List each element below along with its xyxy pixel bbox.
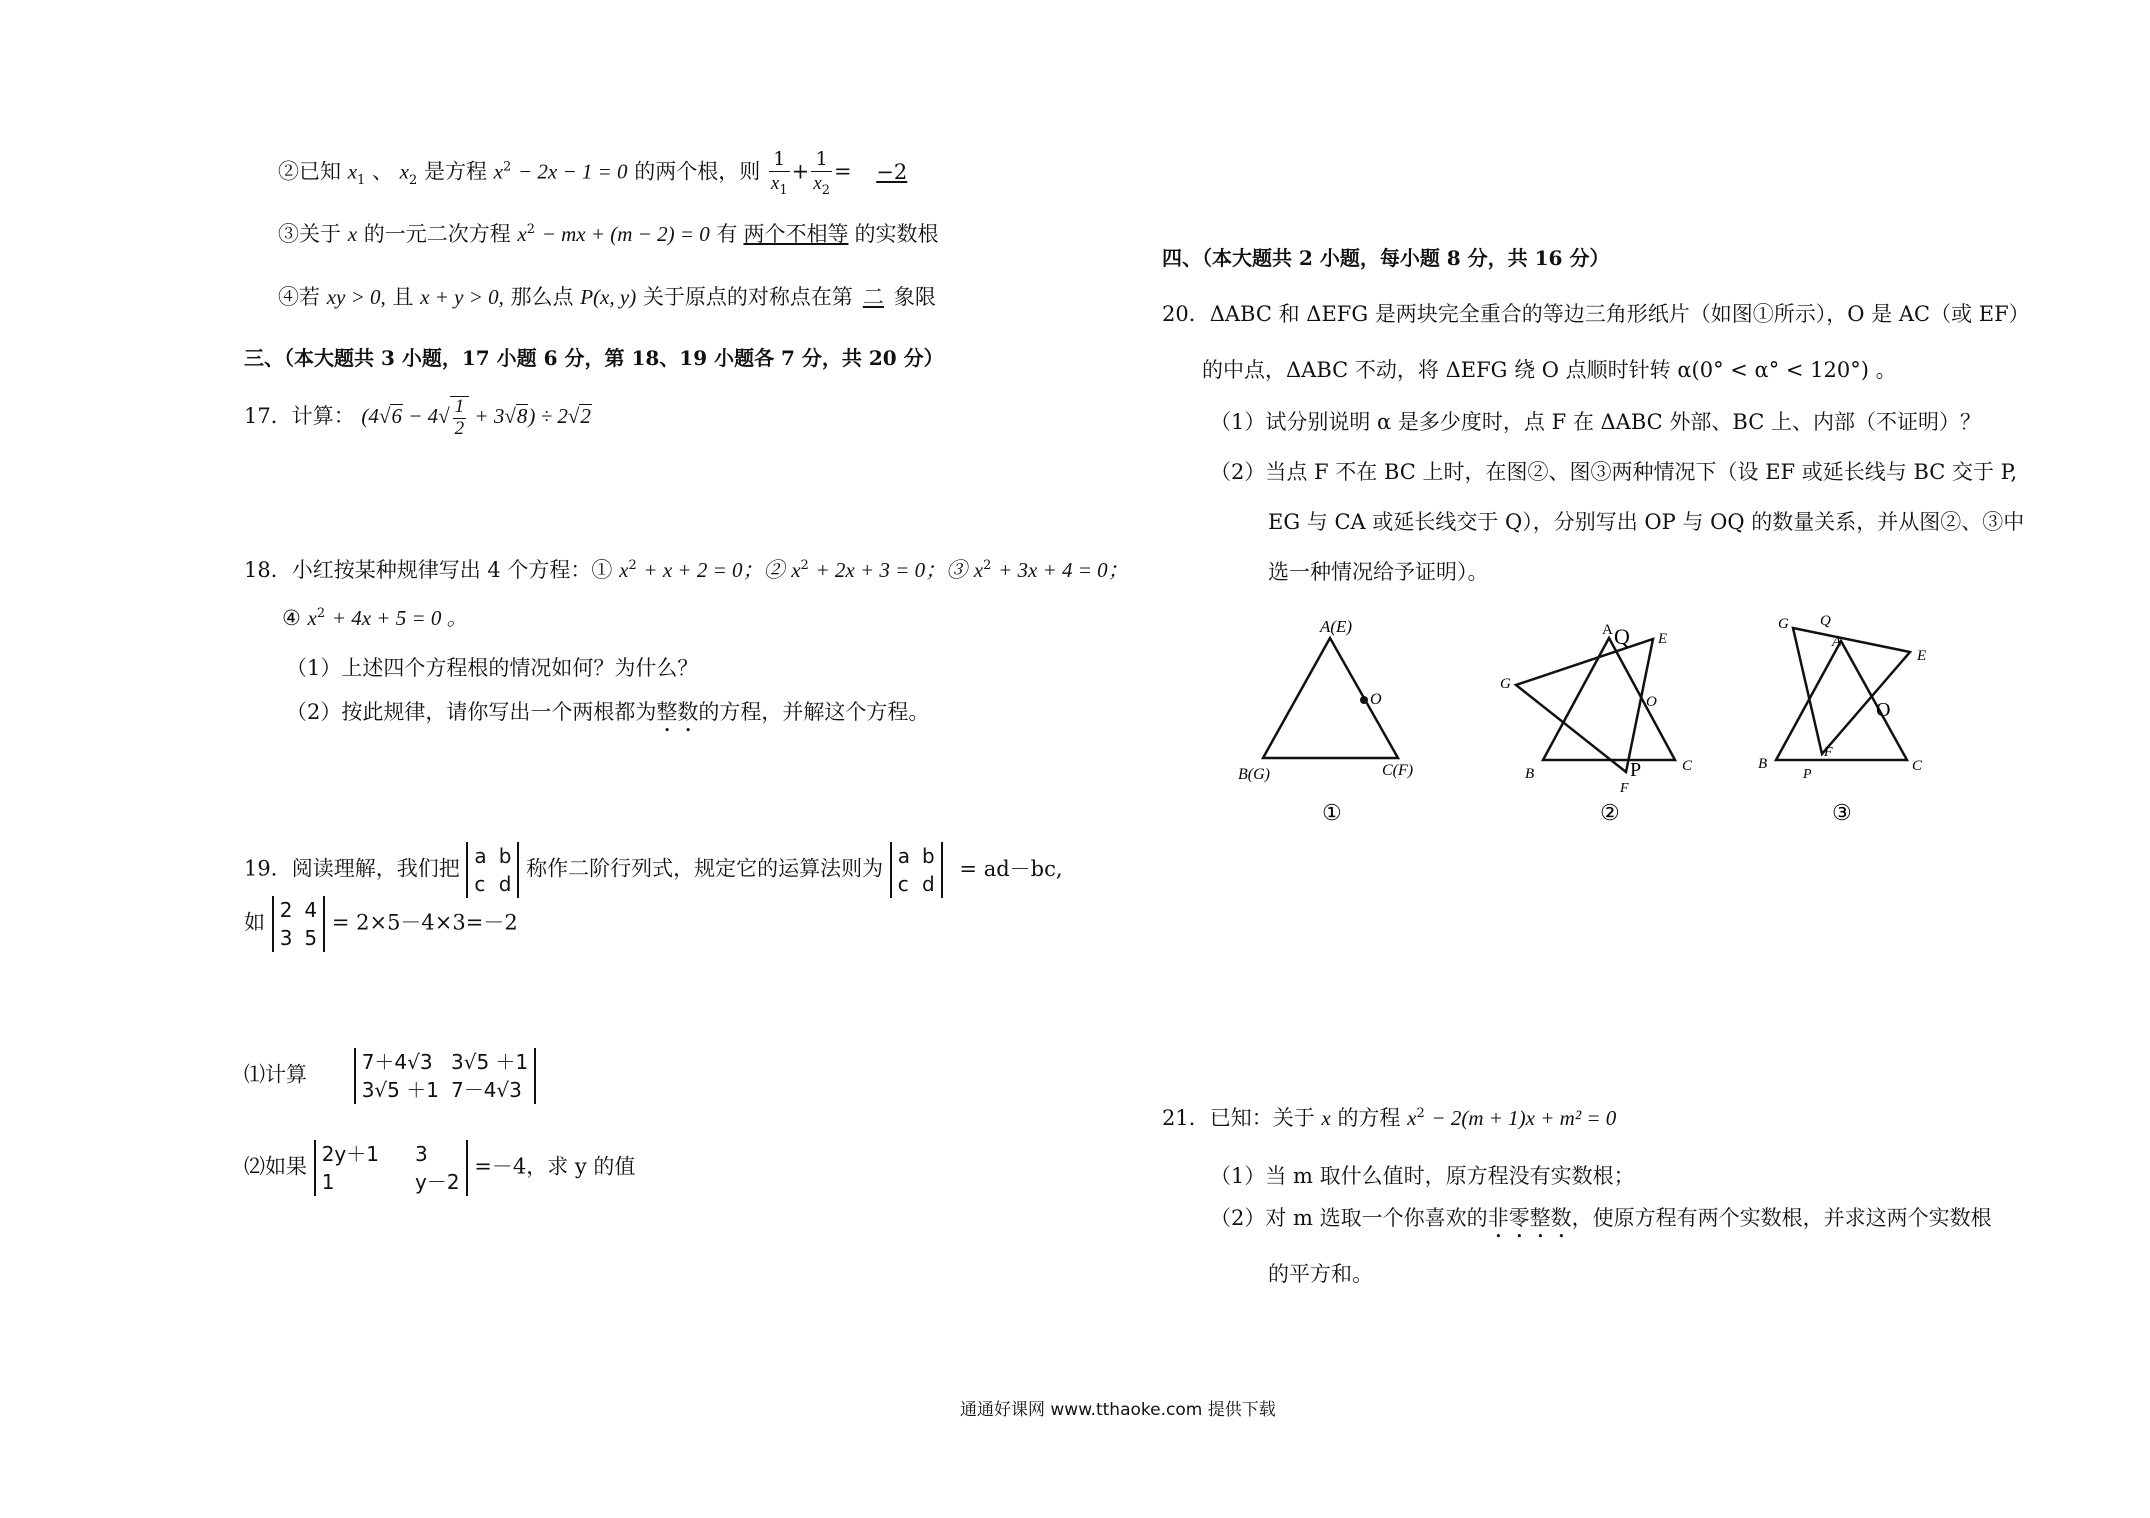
text: 那么点	[510, 285, 574, 309]
figure-1-label: ①	[1322, 800, 1342, 825]
text: （2）按此规律，请你写出一个两根都为	[286, 700, 657, 724]
q17-expression: (4√6 − 4√ $\frac{1}{2}$ + 3√8) ÷ 2√2	[361, 396, 591, 439]
label-f: F	[1620, 781, 1629, 796]
math: x + y > 0,	[420, 285, 504, 309]
q19-example	[244, 896, 518, 952]
q19-part1	[244, 1048, 536, 1104]
fraction-1-x1: $\frac{1}{x_1}$	[770, 148, 788, 198]
text: ②已知	[278, 159, 341, 184]
text: 有	[716, 222, 738, 246]
label-o: O	[1646, 694, 1657, 710]
cell: 4	[304, 898, 318, 922]
label-a: A	[1832, 634, 1842, 650]
text: 、	[371, 159, 393, 184]
equation: + 4x + 5 = 0 。	[331, 606, 468, 630]
label-e: E	[1658, 631, 1668, 647]
q20-figures	[1220, 608, 1960, 838]
q18-line1: 18．小红按某种规律写出 4 个方程：① $x^2 + x + 2 = 0$；② $x^2 + 2x + 3 = 0$；③ $x^2 + 3x + 4 = 0$；	[244, 558, 1129, 582]
text: 的方程	[1337, 1106, 1401, 1130]
q19-line1	[244, 842, 1063, 898]
determinant-calc	[354, 1048, 537, 1104]
figure-2-label: ②	[1600, 800, 1620, 825]
cell: a	[474, 844, 487, 868]
text: 21．已知：关于	[1162, 1106, 1315, 1130]
text: ④	[282, 606, 301, 630]
q21-part1: （1）当 m 取什么值时，原方程没有实数根；	[1210, 1164, 1635, 1188]
q17-label: 17．计算：	[244, 404, 355, 429]
text: 18．小红按某种规律写出 4 个方程：①	[244, 558, 613, 582]
cell: d	[498, 872, 512, 896]
q18-line2: ④ $x^2 + 4x + 5 = 0$ 。	[282, 606, 468, 630]
cell: c	[474, 872, 486, 896]
cell: d	[922, 872, 935, 896]
determinant-example	[272, 896, 325, 952]
cell: 3	[414, 1142, 428, 1166]
text: 称作二阶行列式，规定它的运算法则为	[526, 856, 884, 881]
text: 19．阅读理解，我们把	[244, 856, 460, 881]
text: =－4，求 y 的值	[474, 1154, 636, 1179]
label-g: G	[1778, 616, 1789, 632]
q20-line1: 20．ΔABC 和 ΔEFG 是两块完全重合的等边三角形纸片（如图①所示），O 是 AC（或 EF）	[1162, 302, 2030, 326]
label-a: A	[1602, 622, 1613, 638]
q21-part2-line1	[1210, 1206, 1992, 1243]
label-c: C	[1682, 758, 1693, 774]
text: ④若	[278, 285, 320, 309]
equation: + 2x + 3 = 0；③	[815, 558, 968, 582]
text: 如	[244, 910, 265, 935]
cell: c	[897, 872, 909, 896]
text: ③关于	[278, 222, 341, 246]
q19-part2	[244, 1140, 635, 1196]
section-4-heading: 四、（本大题共 2 小题，每小题 8 分，共 16 分）	[1162, 246, 1610, 270]
q21-line1: 21．已知：关于 x 的方程 $x^2 - 2(m + 1)x + m^2 = 0$	[1162, 1106, 1617, 1130]
cell: a	[897, 844, 911, 868]
text: 的两个根，则	[634, 159, 761, 184]
label-q: Q	[1820, 613, 1831, 629]
q18-part2	[286, 700, 929, 737]
emphasis-text: 非零整数	[1487, 1206, 1572, 1230]
q20-line2: 的中点，ΔABC 不动，将 ΔEFG 绕 O 点顺时针转 α(0° < α° < 120°) 。	[1202, 358, 1897, 382]
triangle-efg-2	[1516, 639, 1653, 772]
math: P(x, y)	[580, 285, 637, 309]
label-f: F	[1824, 745, 1833, 760]
figure-3	[1776, 628, 1910, 760]
text: 关于原点的对称点在第	[642, 285, 853, 309]
item-3-line: ③关于 x 的一元二次方程 $x^2$ − mx + (m − 2) = 0 有 两个不相等 的实数根	[278, 222, 939, 246]
item-2-line: ②已知 $x_1$ 、 $x_2$ 是方程 $x^2 - 2x - 1 = 0$ 的两个根，则 $\frac{1}{x_1}$ + $\frac{1}{x_2}$ = −2	[278, 148, 925, 198]
equation: + 3x + 4 = 0；	[998, 558, 1129, 582]
cell: y－2	[414, 1170, 460, 1194]
equation: − mx + (m − 2) = 0	[541, 222, 710, 246]
q20-part2-line1: （2）当点 F 不在 BC 上时，在图②、图③两种情况下（设 EF 或延长线与 BC 交于 P,	[1210, 460, 2018, 484]
label-b: B	[1525, 766, 1535, 782]
equation: + x + 2 = 0；②	[643, 558, 785, 582]
footer-source: 通通好课网 www.tthaoke.com 提供下载	[960, 1400, 1276, 1420]
answer-blank: 两个不相等	[743, 222, 849, 246]
math: xy > 0,	[326, 285, 386, 309]
label-a: A(E)	[1320, 617, 1353, 636]
text: 的实数根	[854, 222, 939, 246]
determinant-abcd	[466, 842, 519, 898]
answer-blank: 二	[862, 285, 884, 309]
cell: 3√5 ＋1	[450, 1050, 529, 1074]
label-p: P	[1803, 767, 1812, 782]
cell: 7－4√3	[450, 1078, 522, 1102]
q17	[244, 396, 592, 440]
q20-part2-line2: EG 与 CA 或延长线交于 Q），分别写出 OP 与 OQ 的数量关系，并从图②、③中	[1268, 510, 2025, 534]
equation: − 2x − 1 = 0	[517, 159, 628, 184]
cell: 1	[321, 1170, 335, 1194]
cell: 3	[279, 926, 293, 950]
label-c: C	[1912, 758, 1923, 774]
point-o	[1360, 696, 1368, 704]
text: ⑵如果	[244, 1154, 307, 1179]
q18-part1: （1）上述四个方程根的情况如何？为什么？	[286, 656, 699, 680]
cell: b	[498, 844, 512, 868]
text: 象限	[893, 285, 936, 309]
label-c: C(F)	[1382, 762, 1414, 779]
equation: − 2(m + 1)x + m² = 0	[1431, 1106, 1617, 1130]
text: 且	[392, 285, 414, 309]
text: 的一元二次方程	[363, 222, 511, 246]
text: = ad－bc,	[959, 856, 1063, 881]
cell: 5	[304, 926, 318, 950]
text: 的方程，并解这个方程。	[698, 700, 930, 724]
label-e: E	[1917, 648, 1927, 664]
text: = 2×5－4×3=－2	[331, 910, 518, 935]
item-4-line	[278, 285, 936, 310]
text: （2）对 m 选取一个你喜欢的	[1210, 1206, 1488, 1230]
label-b: B(G)	[1238, 766, 1270, 783]
emphasis-text: 整数	[656, 700, 699, 724]
answer-blank: −2	[876, 159, 908, 184]
section-3-heading: 三、（本大题共 3 小题，17 小题 6 分，第 18、19 小题各 7 分，共 20 分）	[244, 346, 944, 370]
label-b: B	[1758, 756, 1768, 772]
text: ，使原方程有两个实数根，并求这两个实数根	[1571, 1206, 1992, 1230]
label-g: G	[1500, 676, 1511, 692]
figure-3-label: ③	[1832, 800, 1852, 825]
text: 是方程	[423, 159, 487, 184]
determinant-y	[314, 1140, 468, 1196]
label-p: P	[1630, 759, 1642, 781]
cell: 3√5 ＋1	[361, 1078, 439, 1102]
cell: 2y＋1	[321, 1142, 379, 1166]
cell: b	[922, 844, 935, 868]
label-q: Q	[1614, 624, 1630, 649]
label-o: O	[1370, 691, 1382, 708]
determinant-abcd-2	[890, 842, 943, 898]
q21-part2-line2: 的平方和。	[1268, 1262, 1373, 1286]
cell: 7＋4√3	[361, 1050, 433, 1074]
q20-part2-line3: 选一种情况给予证明）。	[1268, 560, 1489, 584]
q20-part1: （1）试分别说明 α 是多少度时，点 F 在 ΔABC 外部、BC 上、内部（不证明）？	[1210, 410, 1981, 434]
label-o: O	[1876, 699, 1891, 721]
fraction-1-x2: $\frac{1}{x_2}$	[813, 148, 830, 198]
cell: 2	[279, 898, 293, 922]
text: ⑴计算	[244, 1062, 307, 1087]
